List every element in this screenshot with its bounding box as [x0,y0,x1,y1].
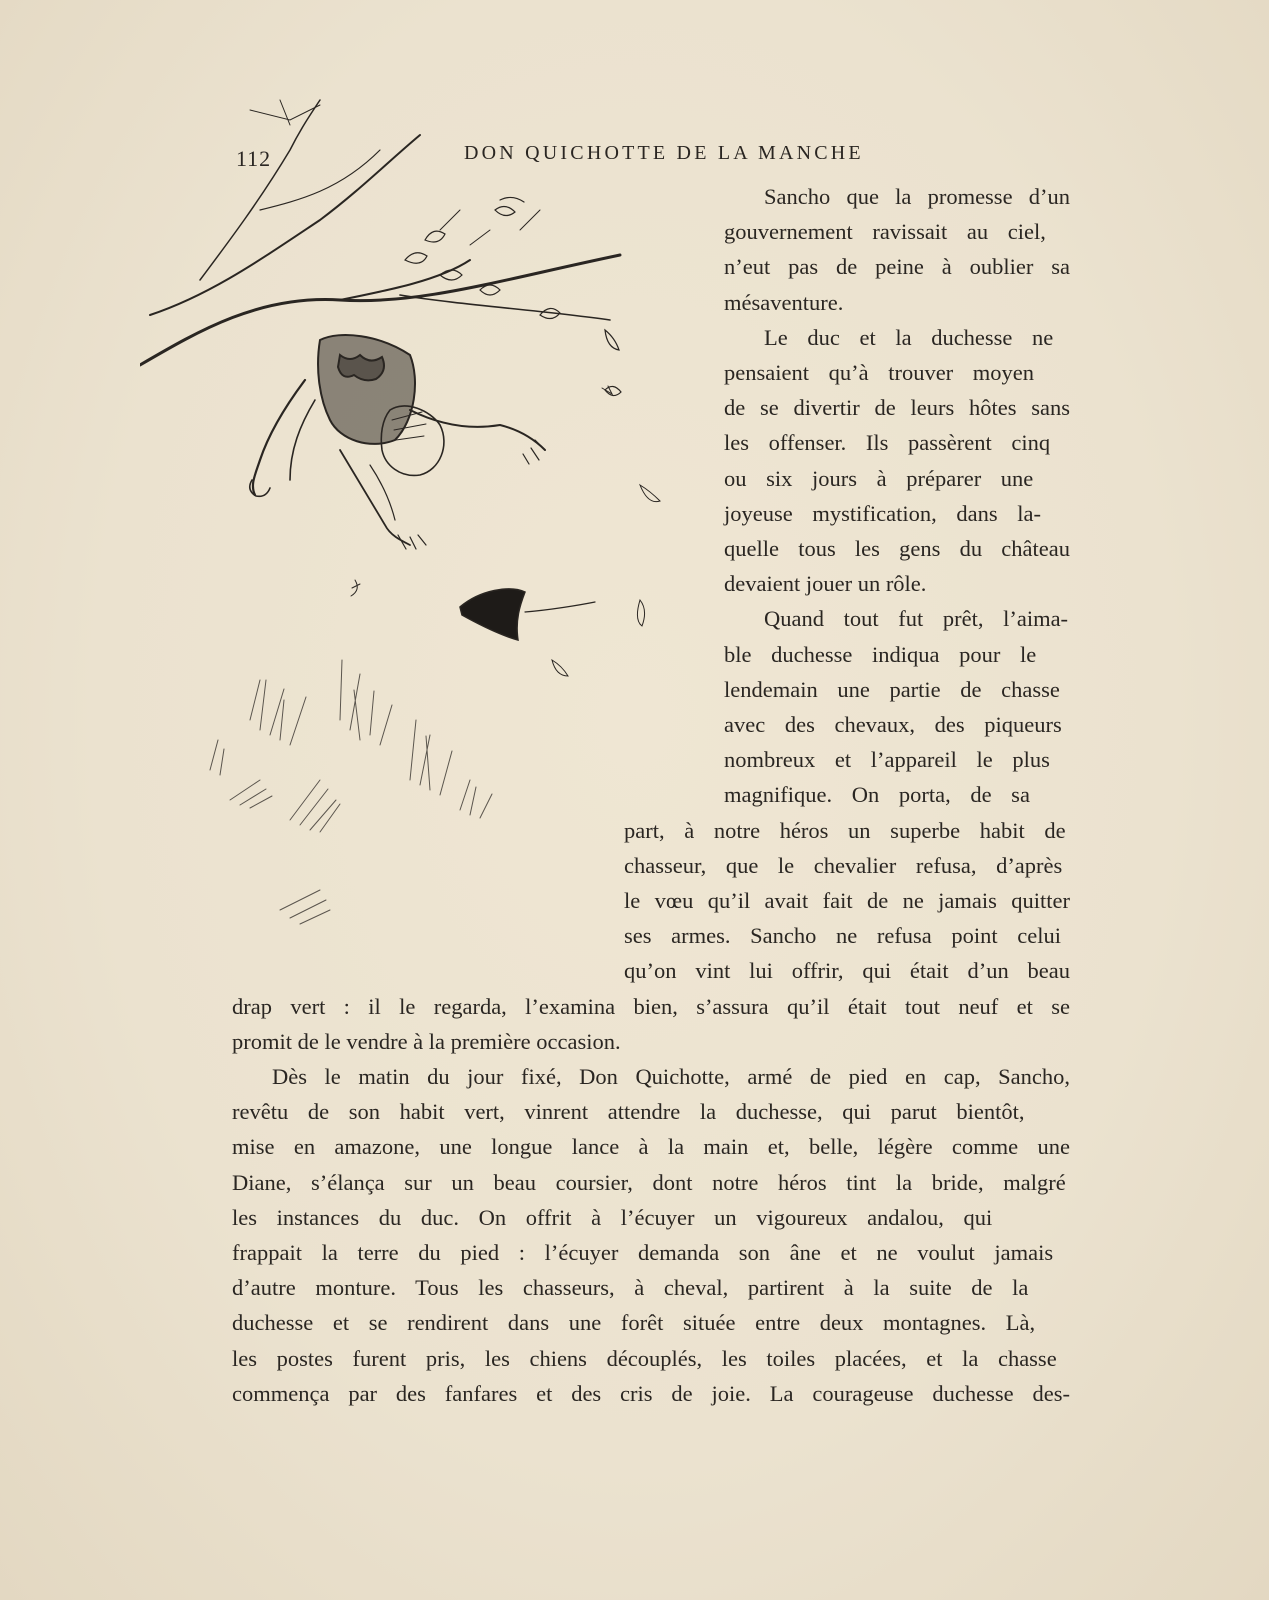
text-line: magnifique. On porta, de sa [724,782,1030,808]
text-line: les instances du duc. On offrit à l’écuyer un vigoureux andalou, qui [232,1204,993,1230]
text-line: devaient jouer un rôle. [724,571,927,597]
text-line: frappait la terre du pied : l’écuyer demanda son âne et ne voulut jamais [232,1240,1054,1265]
text-line: nombreux et l’appareil le plus [724,747,1050,773]
text-line: revêtu de son habit vert, vinrent attendre la duchesse, qui parut bientôt, [232,1099,1025,1125]
text-line: de se divertir de leurs hôtes sans [724,395,1070,421]
text-line: qu’on vint lui offrir, qui était d’un beau [624,958,1070,984]
text-line: Le duc et la duchesse ne [764,324,1054,350]
text-line: les postes furent pris, les chiens découplés, les toiles placées, et la chasse [232,1345,1057,1371]
text-line: n’eut pas de peine à oublier sa [724,254,1070,280]
text-line: ses armes. Sancho ne refusa point celui [624,923,1062,949]
text-line: pensaient qu’à trouver moyen [724,360,1035,385]
text-line: mésaventure. [724,289,844,315]
text-line: ble duchesse indiqua pour le [724,641,1037,667]
running-head: DON QUICHOTTE DE LA MANCHE [464,142,864,164]
text-line: quelle tous les gens du château [724,536,1070,561]
text-line: d’autre monture. Tous les chasseurs, à cheval, partirent à la suite de la [232,1275,1029,1301]
text-line: promit de le vendre à la première occasion. [232,1028,621,1054]
text-line: chasseur, que le chevalier refusa, d’après [624,852,1063,878]
text-line: commença par des fanfares et des cris de joie. La courageuse duchesse des- [232,1380,1070,1406]
text-line: joyeuse mystification, dans la- [724,500,1041,526]
page-number: 112 [236,146,272,171]
text-line: ou six jours à préparer une [724,465,1034,491]
text-line: Sancho que la promesse d’un [764,184,1070,209]
text-line: Diane, s’élança sur un beau coursier, dont notre héros tint la bride, malgré [232,1169,1066,1195]
text-line: Quand tout fut prêt, l’aima- [764,606,1069,632]
text-line: le vœu qu’il avait fait de ne jamais quitter [624,888,1070,913]
engraving-man-falling-from-tree-icon [140,80,700,960]
text-line: les offenser. Ils passèrent cinq [724,430,1051,456]
text-line: avec des chevaux, des piqueurs [724,712,1062,737]
text-line: gouvernement ravissait au ciel, [724,219,1046,245]
text-line: mise en amazone, une longue lance à la main et, belle, légère comme une [232,1134,1070,1160]
text-line: part, à notre héros un superbe habit de [624,817,1066,843]
text-line: Dès le matin du jour fixé, Don Quichotte, armé de pied en cap, Sancho, [272,1064,1070,1089]
text-line: duchesse et se rendirent dans une forêt située entre deux montagnes. Là, [232,1310,1036,1336]
text-line: drap vert : il le regarda, l’examina bien, s’assura qu’il était tout neuf et se [232,993,1070,1019]
text-line: lendemain une partie de chasse [724,676,1060,702]
